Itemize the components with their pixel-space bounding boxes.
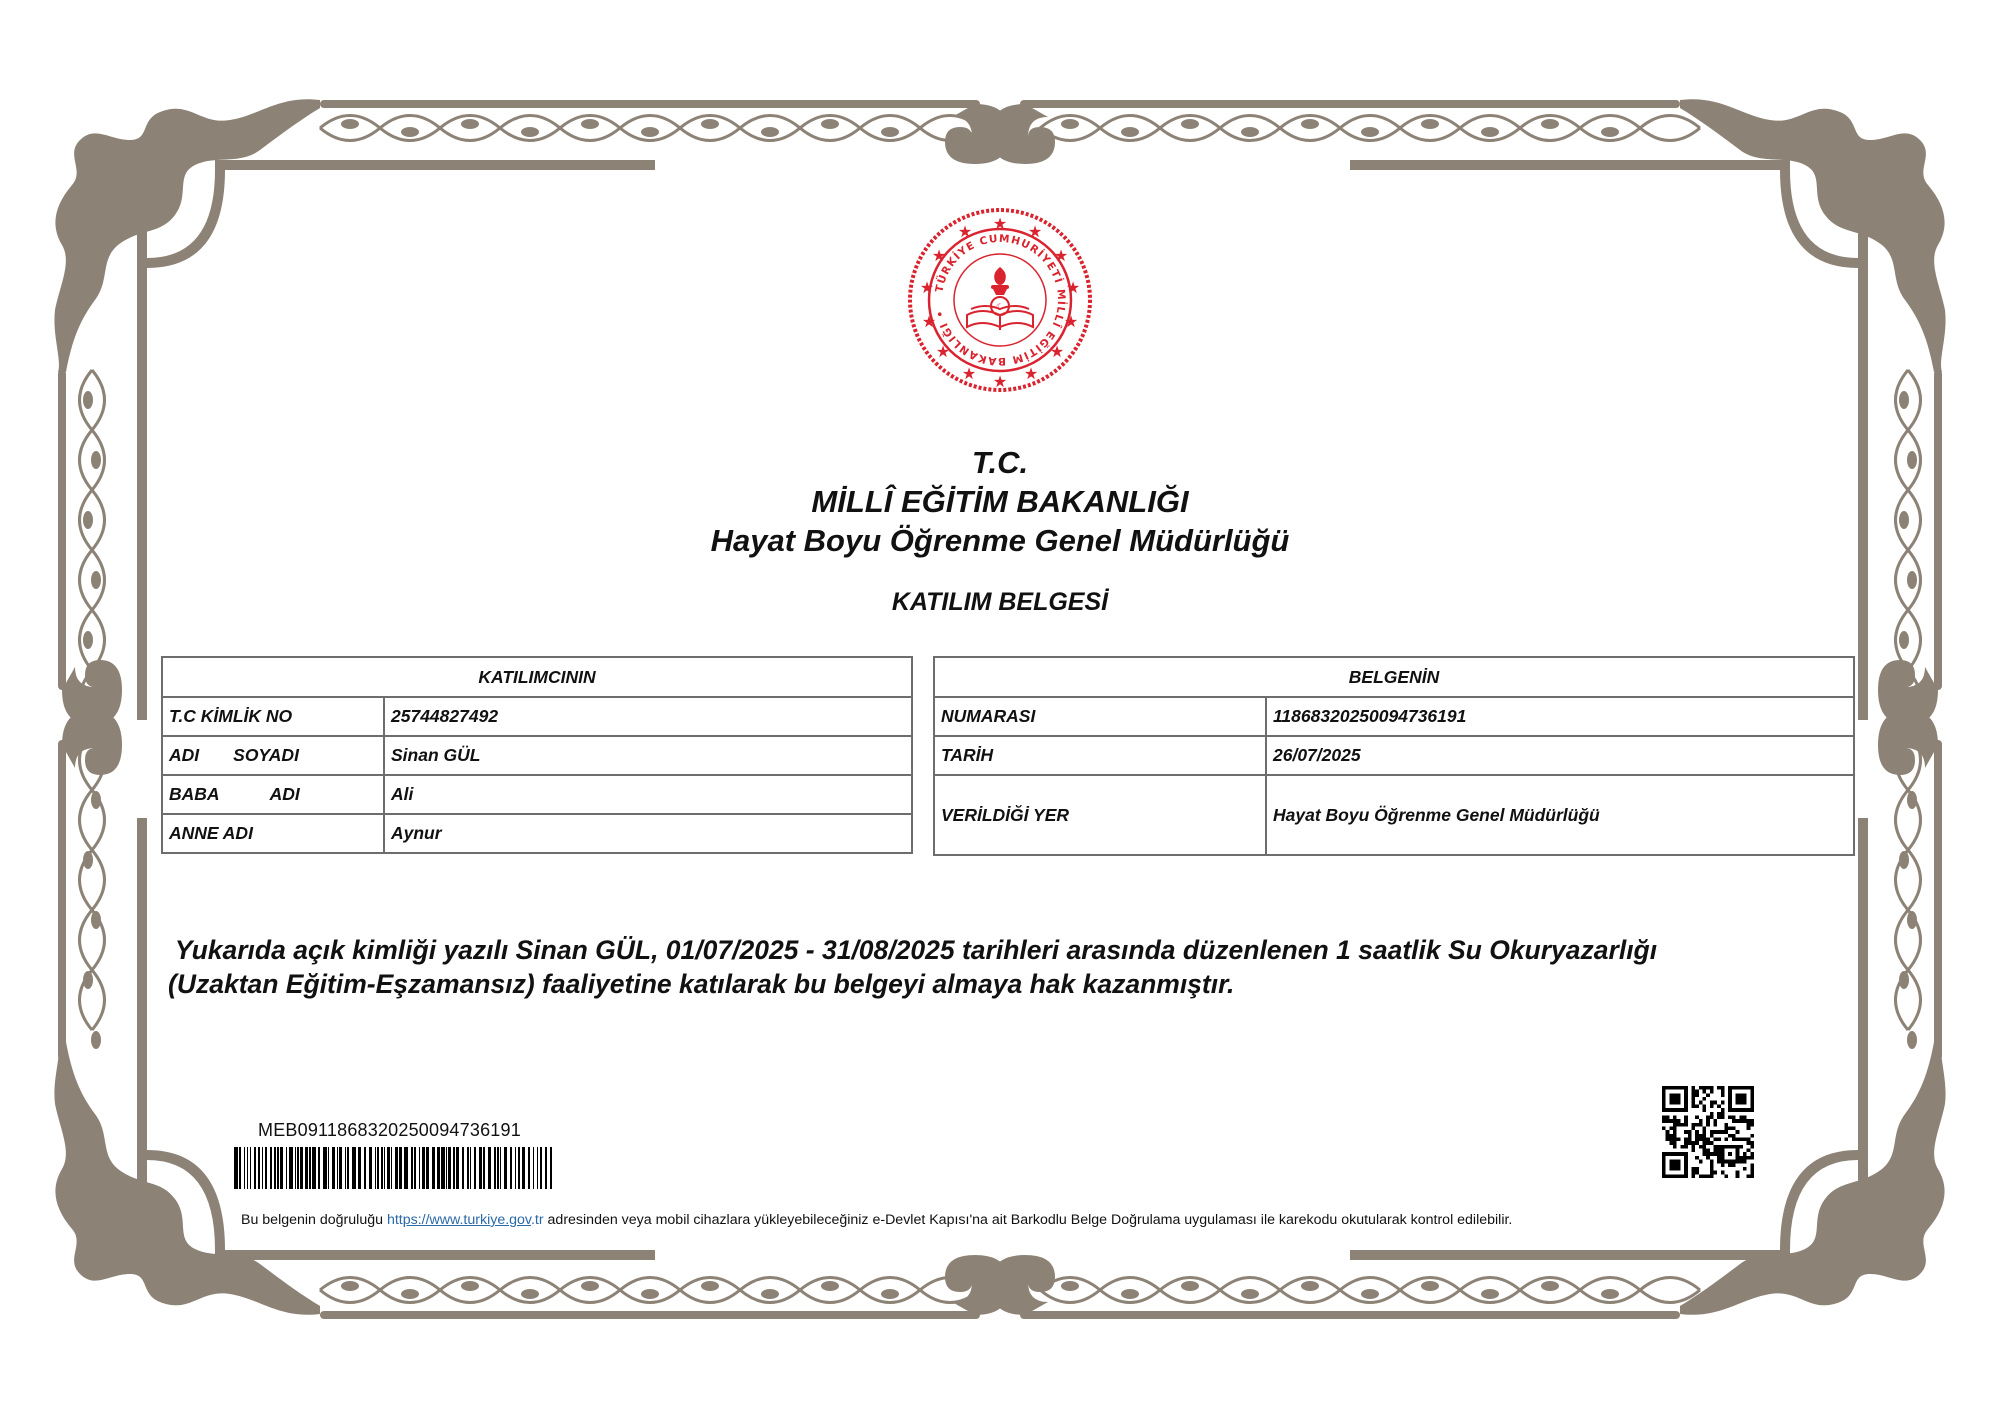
barcode-bar (488, 1147, 491, 1189)
barcode-bar (369, 1147, 372, 1189)
barcode-bar (352, 1147, 356, 1189)
barcode-bar (234, 1147, 238, 1189)
label-text: ADI (269, 784, 300, 804)
svg-text:★: ★ (992, 214, 1008, 233)
document-title: KATILIM BELGESİ (891, 588, 1109, 616)
barcode-bar (250, 1147, 251, 1189)
barcode-bar (504, 1147, 507, 1189)
barcode-bar (500, 1147, 501, 1189)
barcode-bar (297, 1147, 299, 1189)
barcode-bar (347, 1147, 349, 1189)
barcode-bar (312, 1147, 316, 1189)
svg-text:☾: ☾ (995, 303, 1005, 313)
barcode-bar (456, 1147, 459, 1189)
table-row (162, 697, 912, 736)
meb-seal-icon (905, 205, 1095, 395)
link-part: .tr (530, 1212, 544, 1228)
table-row (162, 775, 912, 814)
label-baba-adi (162, 775, 384, 814)
barcode-bar (467, 1147, 469, 1189)
svg-text:★: ★ (961, 364, 977, 383)
svg-text:★: ★ (1049, 342, 1065, 361)
qr-code-icon (1662, 1086, 1754, 1178)
svg-text:★: ★ (921, 312, 937, 331)
barcode-bar (318, 1147, 320, 1189)
barcode-bar (441, 1147, 445, 1189)
barcode-bar (470, 1147, 471, 1189)
barcode-bar (515, 1147, 516, 1189)
barcode-bar (497, 1147, 499, 1189)
barcode-bar (414, 1147, 416, 1189)
value-baba-adi: Ali (384, 775, 912, 814)
svg-text:★: ★ (919, 278, 935, 297)
table-row (162, 736, 912, 775)
barcode-bar (426, 1147, 429, 1189)
barcode-bar (399, 1147, 402, 1189)
value-tarih: 26/07/2025 (1266, 736, 1854, 775)
participant-table-header: KATILIMCININ (162, 657, 912, 697)
barcode-bar (323, 1147, 327, 1189)
barcode-bar (528, 1147, 530, 1189)
table-row (934, 697, 1854, 736)
table-row (162, 814, 912, 853)
barcode-bar (337, 1147, 338, 1189)
barcode-bar (286, 1147, 287, 1189)
value-verildigi-yer: Hayat Boyu Öğrenme Genel Müdürlüğü (1266, 775, 1854, 855)
statement-line-1: Yukarıda açık kimliği yazılı Sinan GÜL, 01/07/2025 - 31/08/2025 tarihleri arasında düzenlenen 1 saatlik Su Okuryazarlığı (168, 935, 1658, 965)
barcode-bar (277, 1147, 279, 1189)
barcode-bar (422, 1147, 425, 1189)
svg-text:★: ★ (1053, 246, 1069, 265)
barcode-bar (295, 1147, 296, 1189)
title-directorate: Hayat Boyu Öğrenme Genel Müdürlüğü (710, 523, 1290, 558)
value-numarasi: 11868320250094736191 (1266, 697, 1854, 736)
verification-note (241, 1212, 1512, 1228)
certificate-statement (168, 933, 1868, 1001)
barcode-bar (258, 1147, 260, 1189)
barcode-bar (411, 1147, 413, 1189)
barcode-bar (265, 1147, 267, 1189)
barcode-bar (550, 1147, 552, 1189)
document-table-header-row (934, 657, 1854, 697)
barcode-bar (446, 1147, 447, 1189)
barcode-bar (419, 1147, 420, 1189)
label-text: BABA (169, 784, 220, 804)
barcode-bar (404, 1147, 408, 1189)
participant-table (161, 656, 913, 854)
barcode-bar (274, 1147, 276, 1189)
link-part: htt (386, 1212, 403, 1228)
svg-text:★: ★ (1063, 312, 1079, 331)
barcode-bar (289, 1147, 293, 1189)
svg-text:★: ★ (931, 246, 947, 265)
barcode-bar (280, 1147, 283, 1189)
svg-text:★: ★ (992, 372, 1008, 391)
barcode-bar (364, 1147, 366, 1189)
label-verildigi-yer: VERİLDİĞİ YER (934, 775, 1266, 855)
table-row (934, 736, 1854, 775)
value-adi-soyadi: Sinan GÜL (384, 736, 912, 775)
label-text: ANNE ADI (169, 823, 253, 843)
turkiye-gov-link[interactable] (387, 1212, 544, 1228)
barcode-label: MEB0911868320250094736191 (258, 1120, 521, 1140)
barcode-bar (300, 1147, 303, 1189)
barcode-bar (437, 1147, 440, 1189)
barcode-bar (533, 1147, 534, 1189)
barcode-bar (540, 1147, 542, 1189)
barcode-bar (462, 1147, 464, 1189)
verification-suffix: adresinden veya mobil cihazlara yükleyebileceğiniz e-Devlet Kapısı'na ait Barkodlu Belge Doğrulama uygulaması ile karekodu okutularak kontrol edilebilir. (543, 1212, 1513, 1228)
verification-prefix: Bu belgenin doğruluğu (241, 1212, 387, 1228)
value-tc-kimlik-no: 25744827492 (384, 697, 912, 736)
barcode-bar (448, 1147, 451, 1189)
barcode-bar (309, 1147, 311, 1189)
title-tc: T.C. (971, 445, 1029, 480)
barcode-icon (234, 1147, 556, 1189)
barcode-bar (377, 1147, 379, 1189)
svg-text:★: ★ (957, 222, 973, 241)
label-adi-soyadi (162, 736, 384, 775)
value-anne-adi: Aynur (384, 814, 912, 853)
barcode-bar (339, 1147, 342, 1189)
table-row (934, 775, 1854, 855)
barcode-bar (345, 1147, 346, 1189)
label-text: SOYADI (233, 745, 299, 765)
svg-text:★: ★ (1065, 278, 1081, 297)
barcode-bar (522, 1147, 525, 1189)
barcode-bar (358, 1147, 361, 1189)
document-table (933, 656, 1855, 856)
barcode-bar (384, 1147, 385, 1189)
barcode-bar (537, 1147, 538, 1189)
svg-text:★: ★ (1027, 222, 1043, 241)
barcode-bar (239, 1147, 241, 1189)
barcode-bar (395, 1147, 398, 1189)
svg-text:★: ★ (935, 342, 951, 361)
label-text: ADI (169, 745, 200, 765)
barcode-bar (545, 1147, 547, 1189)
barcode-bar (254, 1147, 256, 1189)
barcode-bar (305, 1147, 308, 1189)
label-numarasi: NUMARASI (934, 697, 1266, 736)
barcode-bar (270, 1147, 272, 1189)
barcode-bar (483, 1147, 485, 1189)
barcode-bar (244, 1147, 245, 1189)
barcode-bar (262, 1147, 263, 1189)
barcode-bar (391, 1147, 392, 1189)
participant-table-header-row (162, 657, 912, 697)
document-table-header: BELGENİN (934, 657, 1854, 697)
barcode-bar (453, 1147, 455, 1189)
barcode-bar (387, 1147, 390, 1189)
barcode-bar (479, 1147, 482, 1189)
label-anne-adi (162, 814, 384, 853)
barcode-bar (375, 1147, 376, 1189)
link-part: ps://www.turkiye.gov (402, 1212, 531, 1228)
barcode-bar (518, 1147, 520, 1189)
barcode-bar (328, 1147, 329, 1189)
barcode-bar (432, 1147, 435, 1189)
barcode-bar (474, 1147, 476, 1189)
svg-text:★: ★ (1023, 364, 1039, 383)
barcode-bar (510, 1147, 512, 1189)
label-tarih: TARİH (934, 736, 1266, 775)
svg-text:TÜRKİYE CUMHURİYETİ MİLLÎ EĞİT: TÜRKİYE CUMHURİYETİ MİLLÎ EĞİTİM BAKANLIĞI • (933, 232, 1068, 368)
barcode-bar (381, 1147, 383, 1189)
title-ministry: MİLLÎ EĞİTİM BAKANLIĞI (811, 484, 1189, 519)
barcode-bar (247, 1147, 248, 1189)
barcode-bar (332, 1147, 335, 1189)
barcode-bar (494, 1147, 496, 1189)
label-text: T.C KİMLİK NO (169, 706, 293, 726)
statement-line-2: (Uzaktan Eğitim-Eşzamansız) faaliyetine katılarak bu belgeyi almaya hak kazanmıştır. (168, 969, 1235, 999)
label-tc-kimlik-no (162, 697, 384, 736)
